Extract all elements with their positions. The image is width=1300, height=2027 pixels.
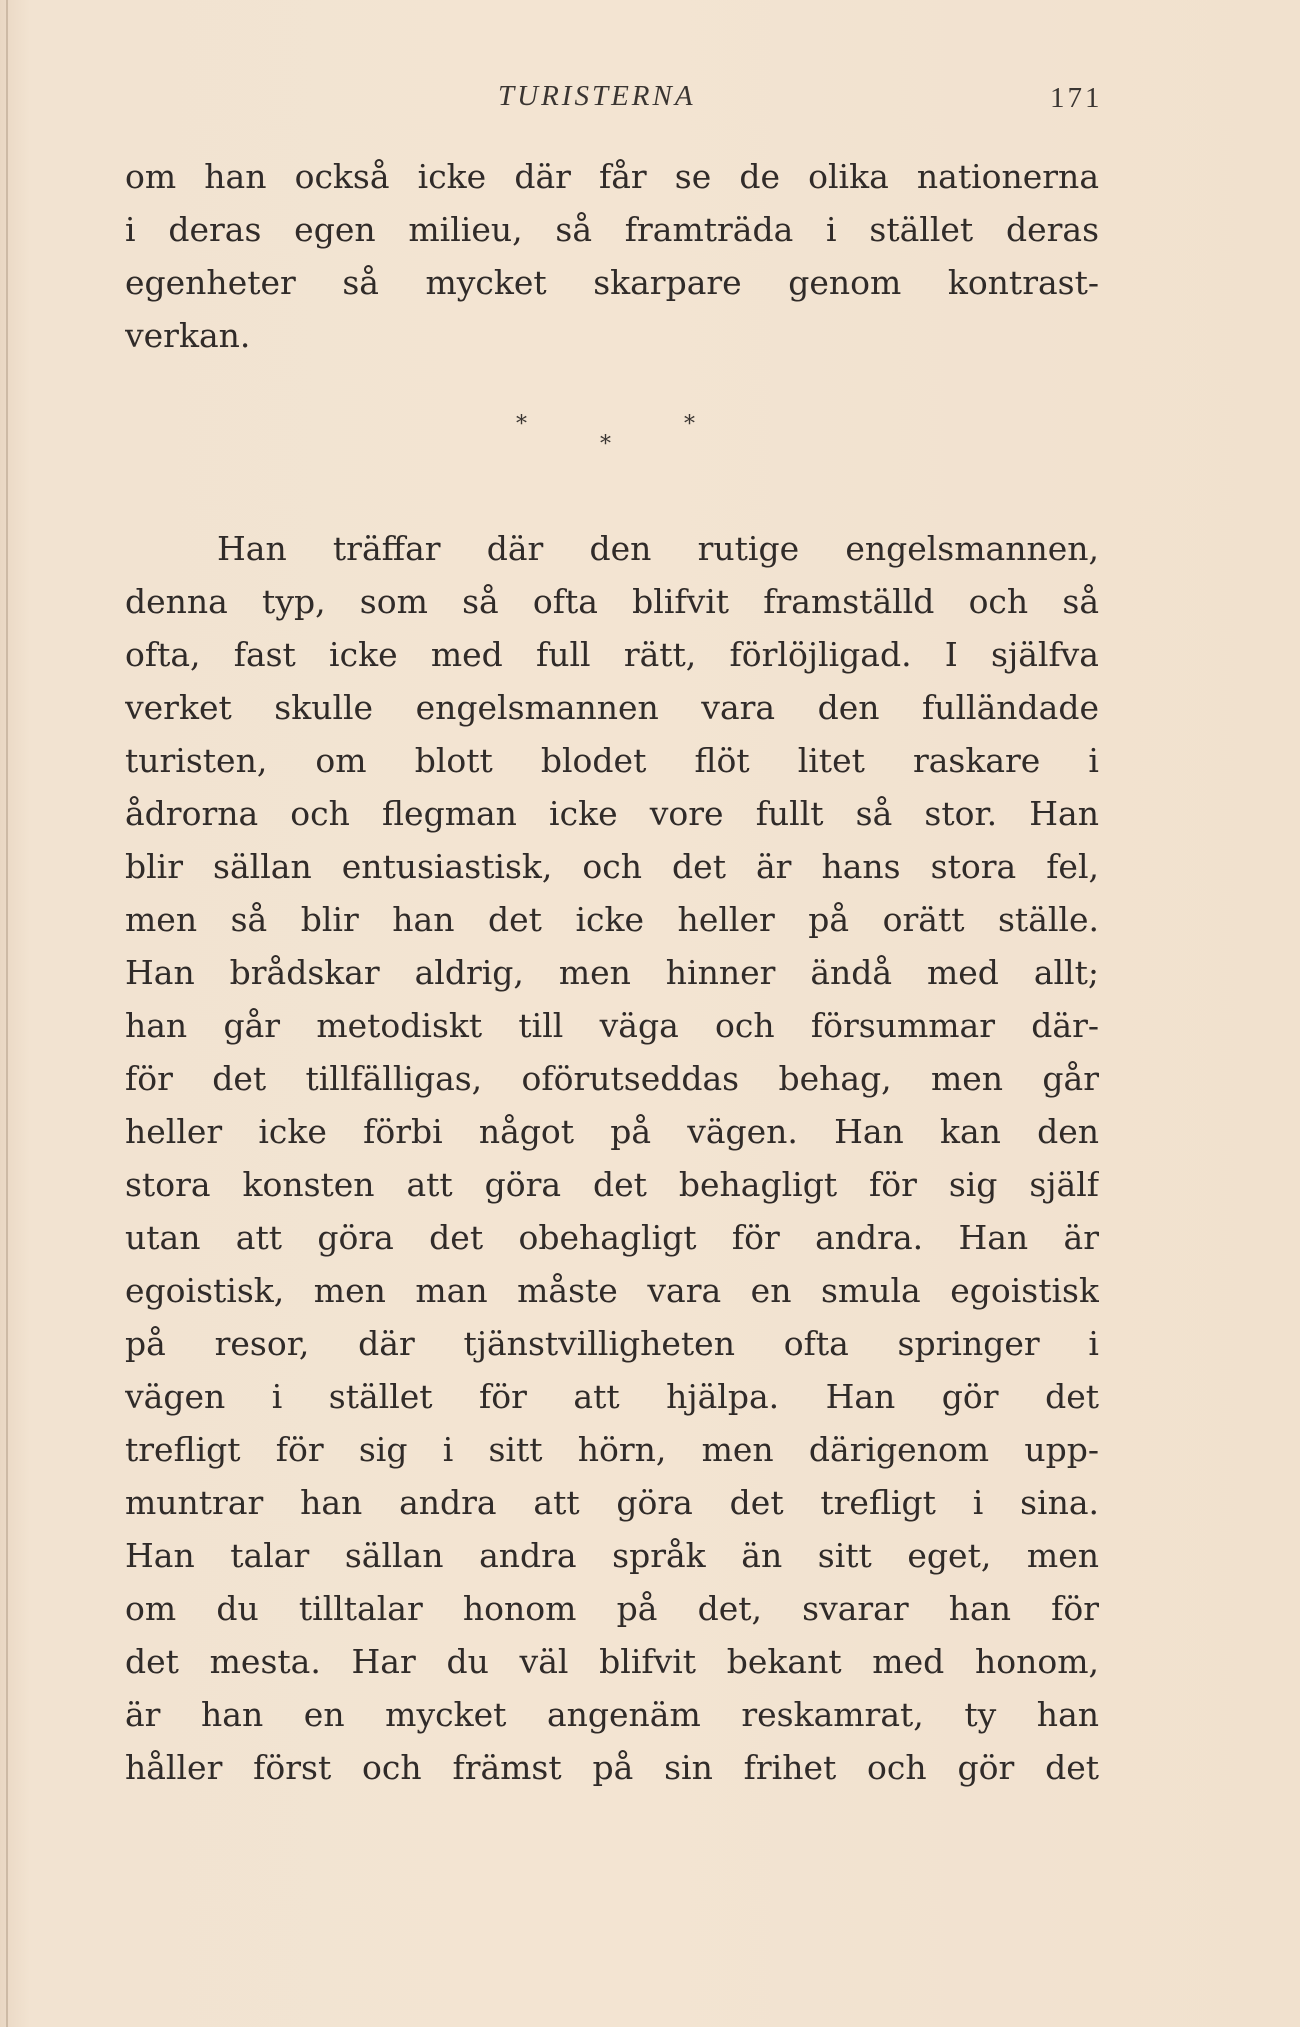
text-line: verket skulle engelsmannen vara den fulländade [125, 688, 1099, 727]
text-line: muntrar han andra att göra det trefligt i sina. [125, 1483, 1099, 1522]
text-line: är han en mycket angenäm reskamrat, ty han [125, 1695, 1099, 1734]
text-line: Han brådskar aldrig, men hinner ändå med allt; [125, 953, 1099, 992]
text-line: Han träffar där den rutige engelsmannen, [217, 529, 1099, 568]
asterisk-mark: * [600, 432, 611, 457]
running-title: TURISTERNA [498, 80, 696, 112]
asterisk-mark: * [684, 412, 695, 437]
text-line: om han också icke där får se de olika nationerna [125, 157, 1099, 196]
text-line: egoistisk, men man måste vara en smula egoistisk [125, 1271, 1099, 1310]
text-line: stora konsten att göra det behagligt för sig själf [125, 1165, 1099, 1204]
text-line: ofta, fast icke med full rätt, förlöjligad. I själfva [125, 635, 1099, 674]
text-line: denna typ, som så ofta blifvit framställd och så [125, 582, 1099, 621]
text-line: Han talar sällan andra språk än sitt eget, men [125, 1536, 1099, 1575]
text-line: men så blir han det icke heller på orätt ställe. [125, 900, 1099, 939]
text-line: vägen i stället för att hjälpa. Han gör det [125, 1377, 1099, 1416]
text-line: heller icke förbi något på vägen. Han kan den [125, 1112, 1099, 1151]
text-line: utan att göra det obehagligt för andra. Han är [125, 1218, 1099, 1257]
text-line: egenheter så mycket skarpare genom kontrast- [125, 263, 1099, 302]
text-line: om du tilltalar honom på det, svarar han för [125, 1589, 1099, 1628]
text-line: håller först och främst på sin frihet och gör det [125, 1748, 1099, 1787]
text-line: han går metodiskt till väga och försummar där- [125, 1006, 1099, 1045]
text-line: för det tillfälligas, oförutseddas behag, men går [125, 1059, 1099, 1098]
text-line: trefligt för sig i sitt hörn, men därigenom upp- [125, 1430, 1099, 1469]
text-line: i deras egen milieu, så framträda i stället deras [125, 210, 1099, 249]
text-line: ådrorna och flegman icke vore fullt så stor. Han [125, 794, 1099, 833]
text-line: turisten, om blott blodet flöt litet raskare i [125, 741, 1099, 780]
paragraph-1 [125, 150, 1099, 362]
text-line: på resor, där tjänstvilligheten ofta springer i [125, 1324, 1099, 1363]
text-line: verkan. [125, 316, 251, 355]
asterisk-mark: * [516, 412, 527, 437]
paragraph-2 [125, 522, 1099, 1794]
text-line: blir sällan entusiastisk, och det är hans stora fel, [125, 847, 1099, 886]
page-number: 171 [1050, 82, 1103, 114]
text-line: det mesta. Har du väl blifvit bekant med honom, [125, 1642, 1099, 1681]
page-edge [6, 0, 8, 2027]
